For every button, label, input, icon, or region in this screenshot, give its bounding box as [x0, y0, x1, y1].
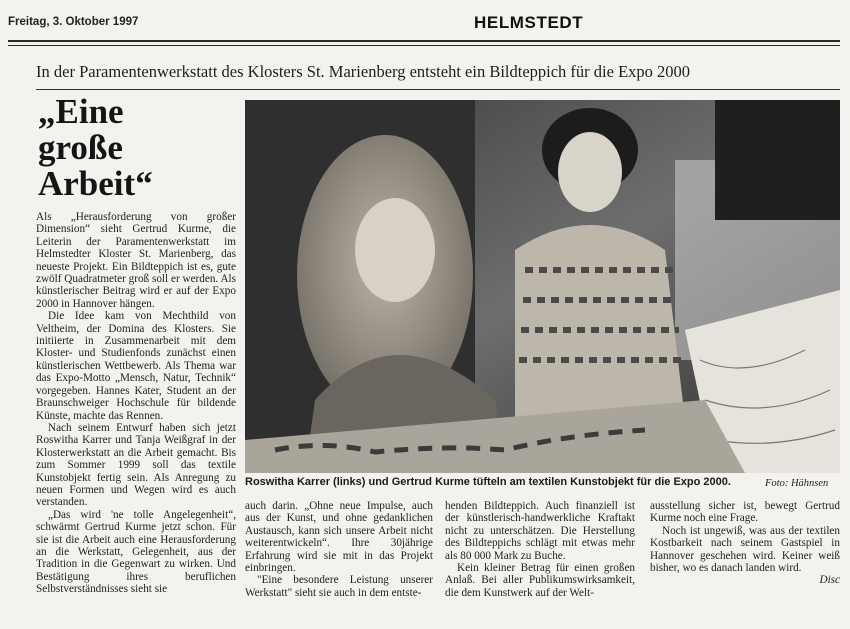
article-headline: [38, 94, 238, 202]
photo-caption: Roswitha Karrer (links) und Gertrud Kurme tüfteln am textilen Kunstobjekt für die Expo 2000.: [245, 476, 731, 488]
section-title: HELMSTEDT: [474, 13, 584, 32]
paragraph: auch darin. „Ohne neue Impulse, auch aus der Kunst, und ohne gedanklichen Austausch, kann sich unsere Arbeit nicht weiterentwickeln“. Ihre 30jährige Erfahrung wird sie mit in das Projekt einbringen.: [245, 500, 433, 575]
paragraph: „Das wird 'ne tolle Angelegenheit“, schwärmt Gertrud Kurme jetzt schon. Für sie ist die Arbeit auch eine Herausforderung an die Werkstatt, Gelegenheit, aus der Tradition in die Gegenwart zu wirken. Und Bestätigung ihres beruflichen Selbstverständnisses sieht sie: [36, 508, 236, 596]
text-column-1: [36, 211, 236, 596]
paragraph: henden Bildteppich. Auch finanziell ist der künstlerisch-handwerkliche Kraftakt nicht zu unterschätzen. Die Herstellung des Bildteppichs schlägt mit etwas mehr als 80 000 Mark zu Buche.: [445, 500, 635, 562]
paragraph: Noch ist ungewiß, was aus der textilen Kostbarkeit nach seinem Gastspiel in Hannover geschehen wird. Keiner weiß bisher, wo es danach landen wird.: [650, 524, 840, 575]
kicker-rule: [36, 89, 840, 90]
paragraph: Die Idee kam von Mechthild von Veltheim, der Domina des Klosters. Sie initiierte in Zusammenarbeit mit dem Kloster- und Studienfonds zunächst einen künstlerischen Wettbewerb. Als Thema war das Expo-Motto „Mensch, Natur, Technik“ vorgegeben. Hannes Kater, Student an der Braunschweiger Hochschule für bildende Künste, machte das Rennen.: [36, 310, 236, 422]
text-column-4: [650, 500, 840, 587]
paragraph: ausstellung sicher ist, bewegt Gertrud Kurme noch eine Frage.: [650, 500, 840, 525]
article-photo: [245, 100, 840, 473]
text-column-3: [445, 500, 635, 599]
headline-line-2: große: [38, 128, 123, 167]
photo-credit: Foto: Hähnsen: [765, 478, 829, 489]
issue-date: Freitag, 3. Oktober 1997: [8, 16, 139, 28]
header-rule: [8, 40, 840, 42]
author-signature: Disc: [819, 574, 840, 587]
paragraph: Als „Herausforderung von großer Dimension“ sieht Gertrud Kurme, die Leiterin der Paramentenwerkstatt im Helmstedter Kloster St. Marienberg, das neueste Projekt. Ein Bildteppich ist es, gute zwölf Quadratmeter groß soll er werden. Als künstlerischer Beitrag wird er auf der Expo 2000 in Hannover hängen.: [36, 211, 236, 310]
paragraph: Nach seinem Entwurf haben sich jetzt Roswitha Karrer und Tanja Weißgraf in der Klosterwerkstatt an die Arbeit gemacht. Bis zum Sommer 1999 soll das textile Kunstobjekt fertig sein. Als Anregung zu neuen Formen und Wegen wird es auch verstanden.: [36, 421, 236, 509]
text-column-2: [245, 500, 433, 599]
headline-line-1: „Eine: [38, 92, 124, 131]
header-rule-thin: [8, 45, 840, 46]
photo-illustration: [245, 100, 840, 473]
paragraph: Kein kleiner Betrag für einen großen Anlaß. Bei aller Publikumswirksamkeit, die dem Kunstwerk auf der Welt-: [445, 562, 635, 599]
article-kicker: In der Paramentenwerkstatt des Klosters St. Marienberg entsteht ein Bildteppich für die Expo 2000: [36, 62, 691, 81]
headline-line-3: Arbeit“: [38, 164, 153, 203]
paragraph: "Eine besondere Leistung unserer Werkstatt" sieht sie auch in dem entste-: [245, 574, 433, 599]
